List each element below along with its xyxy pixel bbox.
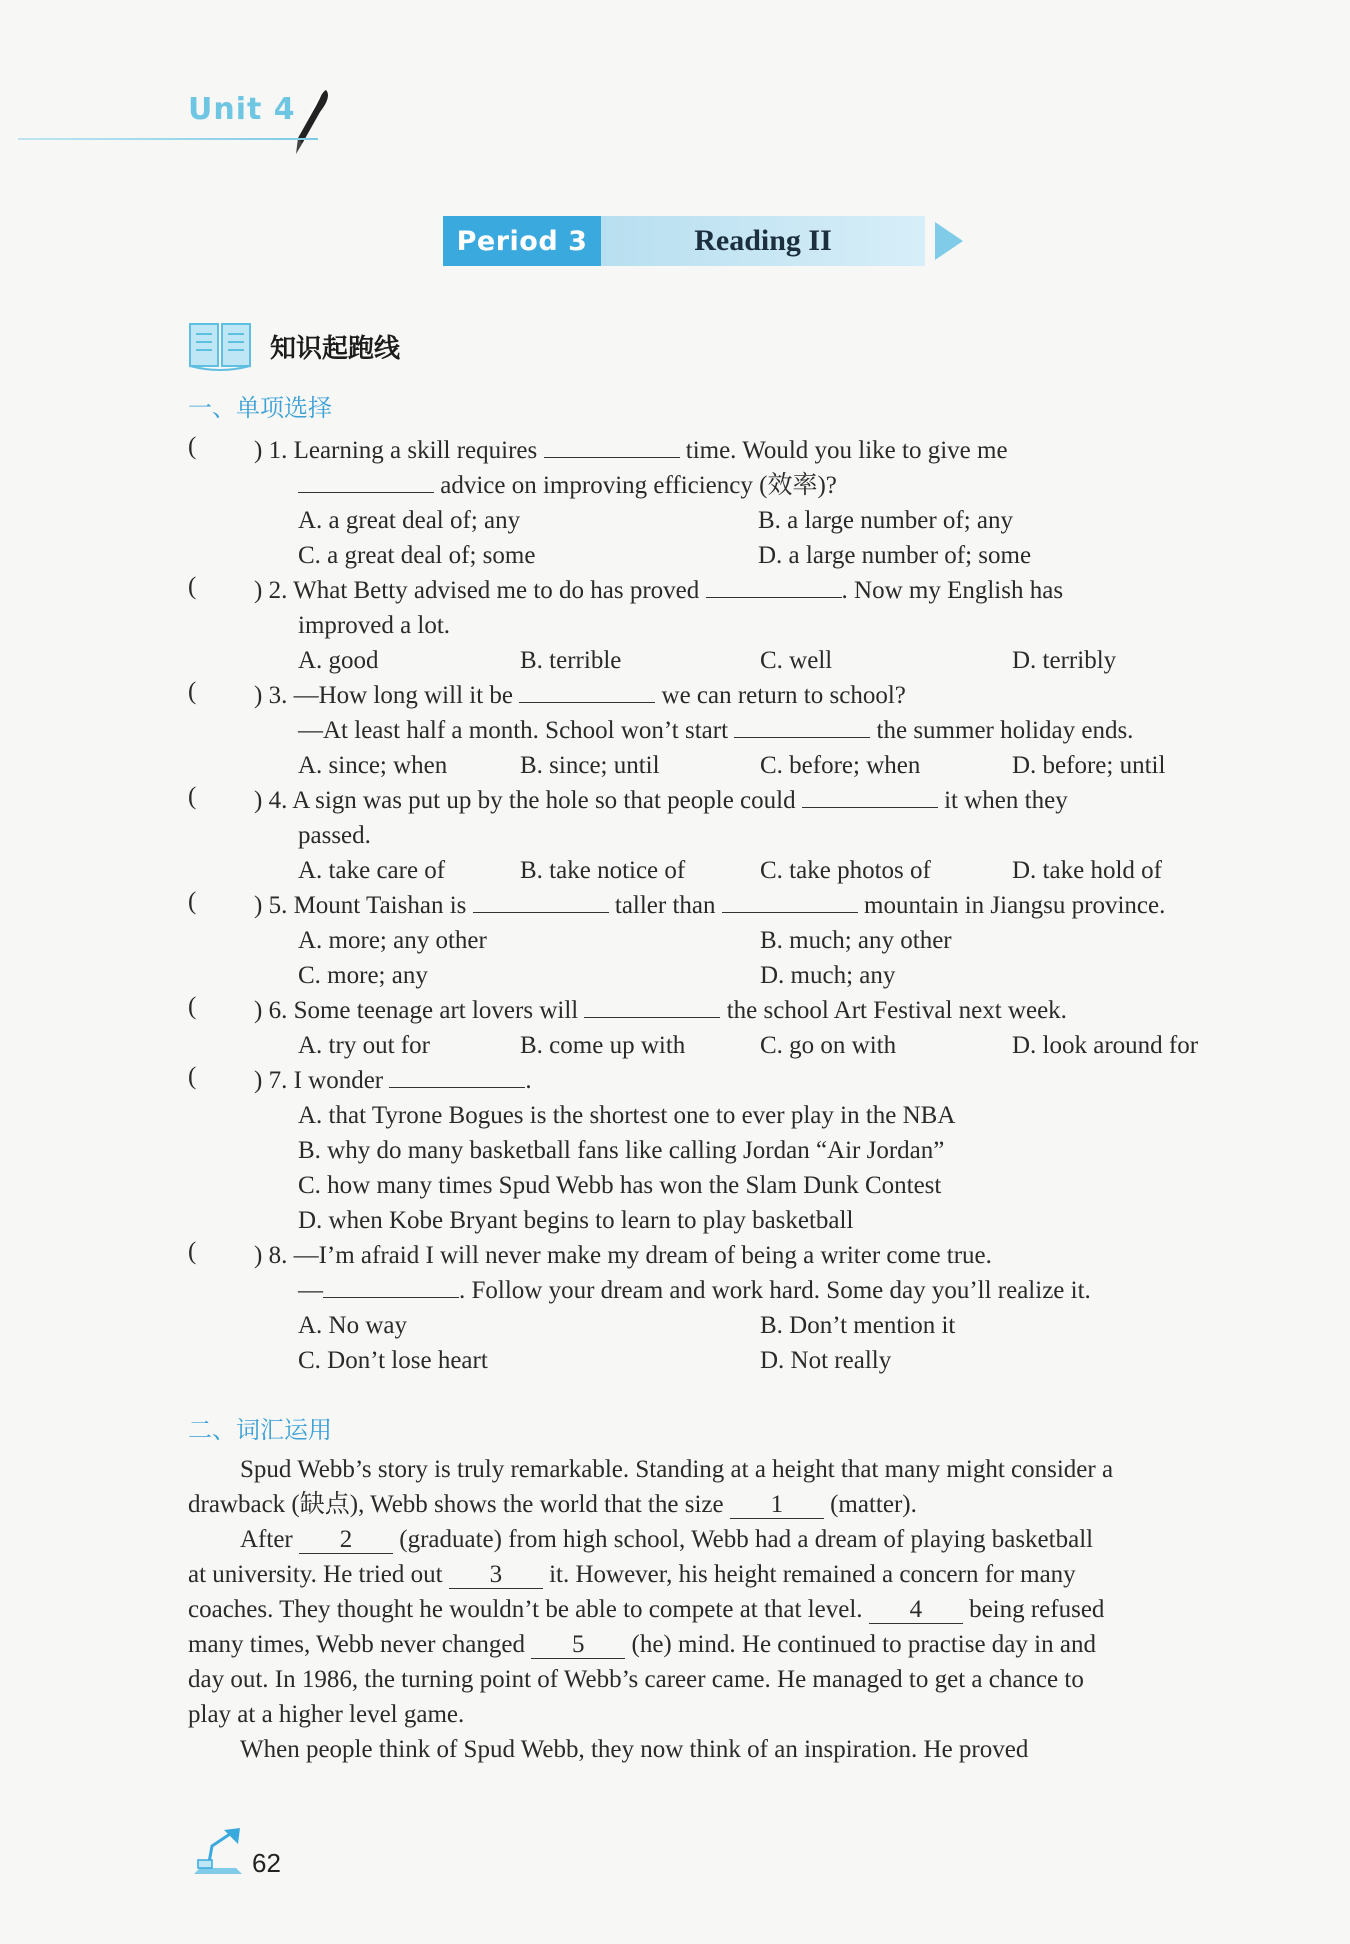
- q5-blank-2[interactable]: [722, 890, 858, 913]
- q4-paren: (: [188, 783, 197, 810]
- q8-line1: ) 8. —I’m afraid I will never make my dream of being a writer come true.: [254, 1242, 992, 1269]
- q8-opt-a: A. No way: [298, 1312, 408, 1339]
- q5-opt-a: A. more; any other: [298, 927, 487, 954]
- passage-line-4: at university. He tried out 3 it. However, his height remained a concern for many: [188, 1561, 1076, 1588]
- q2-opt-d: D. terribly: [1012, 647, 1117, 674]
- part2-title: 二、词汇运用: [188, 1416, 332, 1444]
- q7-blank[interactable]: [389, 1065, 525, 1088]
- q7-opt-a: A. that Tyrone Bogues is the shortest one to ever play in the NBA: [298, 1102, 956, 1129]
- q1-opt-c: C. a great deal of; some: [298, 542, 536, 569]
- passage-line-3: After 2 (graduate) from high school, Webb had a dream of playing basketball: [240, 1526, 1094, 1553]
- q5-opt-d: D. much; any: [760, 962, 896, 989]
- cloze-blank-4[interactable]: 4: [869, 1597, 963, 1624]
- section-title: 知识起跑线: [270, 333, 401, 364]
- q7-line1: ) 7. I wonder .: [254, 1067, 532, 1094]
- q8-blank[interactable]: [323, 1275, 459, 1298]
- q7-opt-b: B. why do many basketball fans like calling Jordan “Air Jordan”: [298, 1137, 945, 1164]
- q1-paren: (: [188, 433, 197, 460]
- q5-blank-1[interactable]: [473, 890, 609, 913]
- q6-opt-a: A. try out for: [298, 1032, 430, 1059]
- q3-line2: —At least half a month. School won’t start the summer holiday ends.: [298, 717, 1134, 744]
- q4-line1: ) 4. A sign was put up by the hole so that people could it when they: [254, 787, 1068, 814]
- q5-opt-b: B. much; any other: [760, 927, 952, 954]
- q4-opt-a: A. take care of: [298, 857, 446, 884]
- passage-line-8: play at a higher level game.: [188, 1701, 465, 1728]
- q6-opt-d: D. look around for: [1012, 1032, 1199, 1059]
- q7-opt-d: D. when Kobe Bryant begins to learn to play basketball: [298, 1207, 854, 1234]
- q3-blank-1[interactable]: [519, 680, 655, 703]
- q8-opt-d: D. Not really: [760, 1347, 892, 1374]
- q1-blank-2[interactable]: [298, 470, 434, 493]
- q3-opt-b: B. since; until: [520, 752, 660, 779]
- q3-line1: ) 3. —How long will it be we can return to school?: [254, 682, 906, 709]
- q2-opt-a: A. good: [298, 647, 379, 674]
- cloze-blank-5[interactable]: 5: [531, 1632, 625, 1659]
- q4-opt-b: B. take notice of: [520, 857, 686, 884]
- q4-blank[interactable]: [802, 785, 938, 808]
- q2-opt-c: C. well: [760, 647, 833, 674]
- q8-opt-c: C. Don’t lose heart: [298, 1347, 488, 1374]
- q2-paren: (: [188, 573, 197, 600]
- q6-line1: ) 6. Some teenage art lovers will the school Art Festival next week.: [254, 997, 1067, 1024]
- cloze-blank-2[interactable]: 2: [299, 1527, 393, 1554]
- q6-paren: (: [188, 993, 197, 1020]
- q2-blank[interactable]: [706, 575, 842, 598]
- q6-opt-c: C. go on with: [760, 1032, 897, 1059]
- header-rule: [18, 138, 318, 140]
- passage-line-5: coaches. They thought he wouldn’t be able to compete at that level. 4 being refused: [188, 1596, 1105, 1623]
- q5-opt-c: C. more; any: [298, 962, 428, 989]
- q3-opt-d: D. before; until: [1012, 752, 1166, 779]
- q2-line1: ) 2. What Betty advised me to do has proved . Now my English has: [254, 577, 1064, 604]
- q4-opt-c: C. take photos of: [760, 857, 931, 884]
- unit-title: Unit 4: [188, 92, 296, 127]
- passage-line-6: many times, Webb never changed 5 (he) mind. He continued to practise day in and: [188, 1631, 1096, 1658]
- pen-icon: [290, 88, 334, 158]
- open-book-icon: [188, 320, 252, 372]
- q1-line2: advice on improving efficiency (效率)?: [298, 468, 837, 503]
- banner-arrow-icon: [935, 222, 963, 260]
- period-label: Period 3: [443, 216, 601, 266]
- q6-blank[interactable]: [584, 995, 720, 1018]
- q1-opt-d: D. a large number of; some: [758, 542, 1032, 569]
- period-banner: [443, 216, 963, 266]
- desk-lamp-icon: [190, 1826, 246, 1878]
- section-heading: [188, 320, 400, 372]
- cloze-blank-1[interactable]: 1: [730, 1492, 824, 1519]
- q7-paren: (: [188, 1063, 197, 1090]
- q8-paren: (: [188, 1238, 197, 1265]
- q3-opt-a: A. since; when: [298, 752, 448, 779]
- q5-line1: ) 5. Mount Taishan is taller than mountain in Jiangsu province.: [254, 892, 1166, 919]
- cloze-blank-3[interactable]: 3: [449, 1562, 543, 1589]
- q4-line2: passed.: [298, 822, 371, 849]
- q2-line2: improved a lot.: [298, 612, 451, 639]
- page-number: 62: [252, 1848, 281, 1878]
- q4-opt-d: D. take hold of: [1012, 857, 1162, 884]
- q1-line1: ) 1. Learning a skill requires time. Would you like to give me: [254, 437, 1008, 464]
- passage-line-7: day out. In 1986, the turning point of Webb’s career came. He managed to get a chance to: [188, 1666, 1084, 1693]
- q1-blank-1[interactable]: [544, 435, 680, 458]
- q6-opt-b: B. come up with: [520, 1032, 686, 1059]
- q7-opt-c: C. how many times Spud Webb has won the Slam Dunk Contest: [298, 1172, 942, 1199]
- period-title: Reading II: [601, 216, 925, 266]
- q3-opt-c: C. before; when: [760, 752, 921, 779]
- part1-title: 一、单项选择: [188, 394, 332, 422]
- q3-blank-2[interactable]: [734, 715, 870, 738]
- q8-opt-b: B. Don’t mention it: [760, 1312, 956, 1339]
- q1-opt-b: B. a large number of; any: [758, 507, 1014, 534]
- q3-paren: (: [188, 678, 197, 705]
- passage-line-2: drawback (缺点), Webb shows the world that the size 1 (matter).: [188, 1491, 917, 1518]
- passage-line-1: Spud Webb’s story is truly remarkable. Standing at a height that many might consider a: [240, 1456, 1114, 1483]
- passage-line-9: When people think of Spud Webb, they now think of an inspiration. He proved: [240, 1736, 1029, 1763]
- q2-opt-b: B. terrible: [520, 647, 622, 674]
- q5-paren: (: [188, 888, 197, 915]
- q8-line2: — . Follow your dream and work hard. Some day you’ll realize it.: [298, 1277, 1091, 1304]
- q1-opt-a: A. a great deal of; any: [298, 507, 521, 534]
